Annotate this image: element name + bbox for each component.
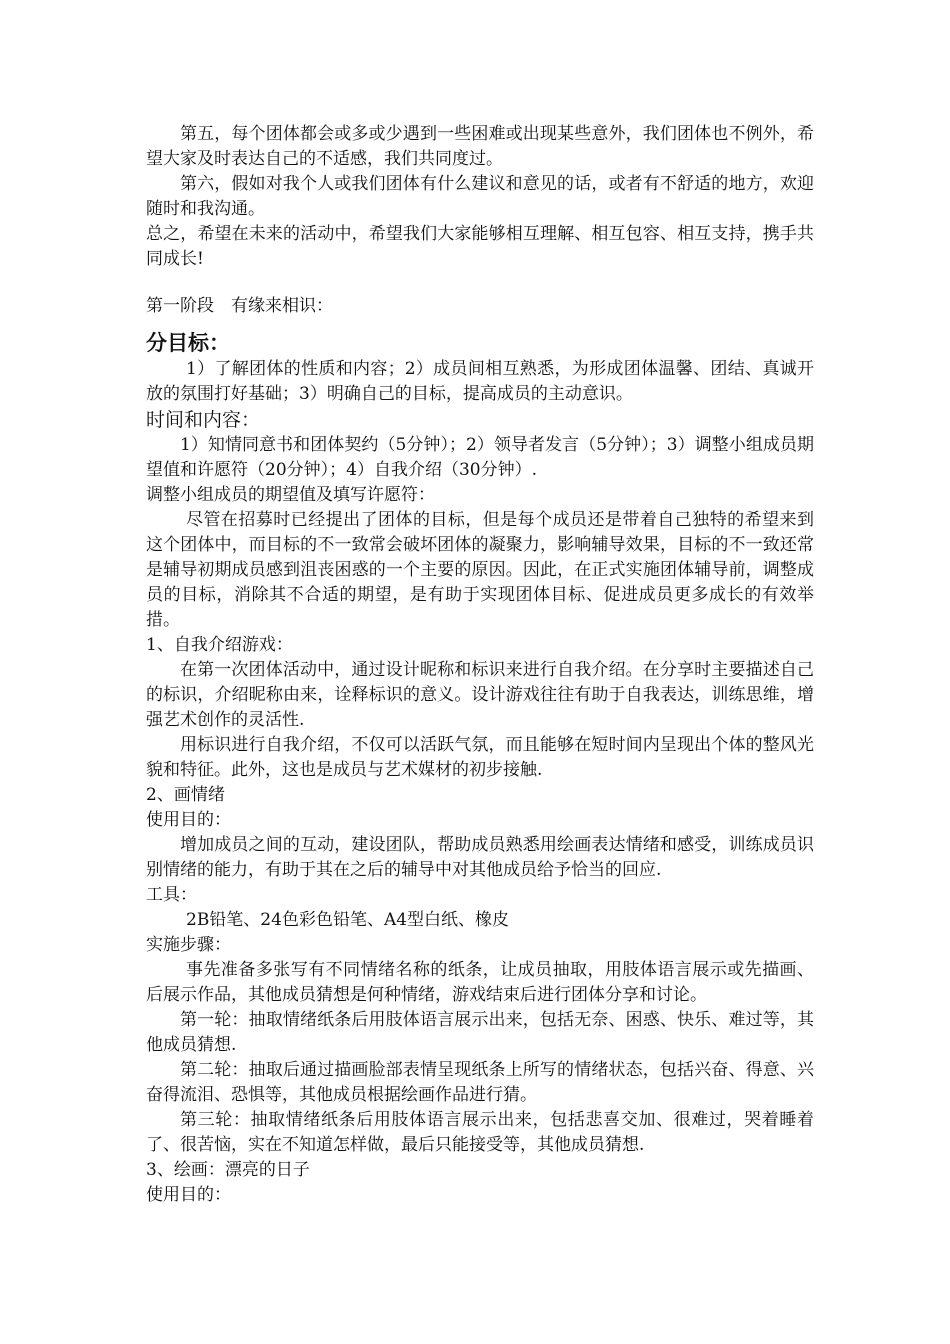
time-heading: 时间和内容： bbox=[146, 409, 261, 431]
time-text: 1）知情同意书和团体契约（5分钟）；2）领导者发言（5分钟）；3）调整小组成员期望值和许愿符（20分钟）；4）自我介绍（30分钟）. bbox=[146, 435, 814, 480]
round-1: 第一轮：抽取情绪纸条后用肢体语言展示出来，包括无奈、困惑、快乐、难过等，其他成员猜想. bbox=[146, 1010, 814, 1055]
purpose-heading-2: 使用目的： bbox=[146, 1185, 231, 1205]
adjust-text: 尽管在招募时已经提出了团体的目标，但是每个成员还是带着自己独特的希望来到这个团体中，而目标的不一致常会破坏团体的凝聚力，影响辅导效果，目标的不一致还常是辅导初期成员感到沮丧困惑的一个主要的原因。因此，在正式实施团体辅导前，调整成员的目标，消除其不合适的期望，是有助于实现团体目标、促进成员更多成长的有效举措。 bbox=[146, 510, 814, 630]
goals-heading: 分目标： bbox=[146, 331, 230, 355]
paragraph-conclusion: 总之，希望在未来的活动中，希望我们大家能够相互理解、相互包容、相互支持，携手共同成长! bbox=[146, 224, 814, 269]
tools-text: 2B铅笔、24色彩色铅笔、A4型白纸、橡皮 bbox=[186, 910, 510, 930]
game3-heading: 3、绘画：漂亮的日子 bbox=[146, 1160, 310, 1180]
paragraph-sixth: 第六，假如对我个人或我们团体有什么建议和意见的话，或者有不舒适的地方，欢迎随时和我沟通。 bbox=[146, 174, 814, 219]
game1-text-1: 在第一次团体活动中，通过设计昵称和标识来进行自我介绍。在分享时主要描述自己的标识，介绍昵称由来，诠释标识的意义。设计游戏往往有助于自我表达，训练思维，增强艺术创作的灵活性. bbox=[146, 660, 814, 730]
steps-heading: 实施步骤： bbox=[146, 935, 231, 955]
game1-text-2: 用标识进行自我介绍，不仅可以活跃气氛，而且能够在短时间内呈现出个体的整风光貌和特征。此外，这也是成员与艺术媒材的初步接触. bbox=[146, 735, 814, 780]
stage-title: 第一阶段 有缘来相识： bbox=[146, 296, 333, 316]
tools-heading: 工具： bbox=[146, 885, 197, 905]
goals-text: 1）了解团体的性质和内容；2）成员间相互熟悉，为形成团体温馨、团结、真诚开放的氛围打好基础；3）明确自己的目标，提高成员的主动意识。 bbox=[146, 359, 814, 404]
game1-heading: 1、自我介绍游戏： bbox=[146, 635, 293, 655]
paragraph-fifth: 第五，每个团体都会或多或少遇到一些困难或出现某些意外，我们团体也不例外，希望大家及时表达自己的不适感，我们共同度过。 bbox=[146, 124, 814, 169]
round-2: 第二轮：抽取后通过描画脸部表情呈现纸条上所写的情绪状态，包括兴奋、得意、兴奋得流泪、恐惧等，其他成员根据绘画作品进行猜。 bbox=[146, 1060, 814, 1105]
round-3: 第三轮：抽取情绪纸条后用肢体语言展示出来，包括悲喜交加、很难过，哭着睡着了、很苦恼，实在不知道怎样做，最后只能接受等，其他成员猜想. bbox=[146, 1110, 814, 1155]
game2-purpose: 增加成员之间的互动，建设团队，帮助成员熟悉用绘画表达情绪和感受，训练成员识别情绪的能力，有助于其在之后的辅导中对其他成员给予恰当的回应. bbox=[146, 835, 814, 880]
adjust-heading: 调整小组成员的期望值及填写许愿符： bbox=[146, 485, 435, 505]
purpose-heading: 使用目的： bbox=[146, 810, 231, 830]
steps-text: 事先准备多张写有不同情绪名称的纸条，让成员抽取，用肢体语言展示或先描画、后展示作品，其他成员猜想是何种情绪，游戏结束后进行团体分享和讨论。 bbox=[146, 960, 814, 1005]
document-page bbox=[146, 122, 814, 1208]
game2-heading: 2、画情绪 bbox=[146, 785, 225, 805]
